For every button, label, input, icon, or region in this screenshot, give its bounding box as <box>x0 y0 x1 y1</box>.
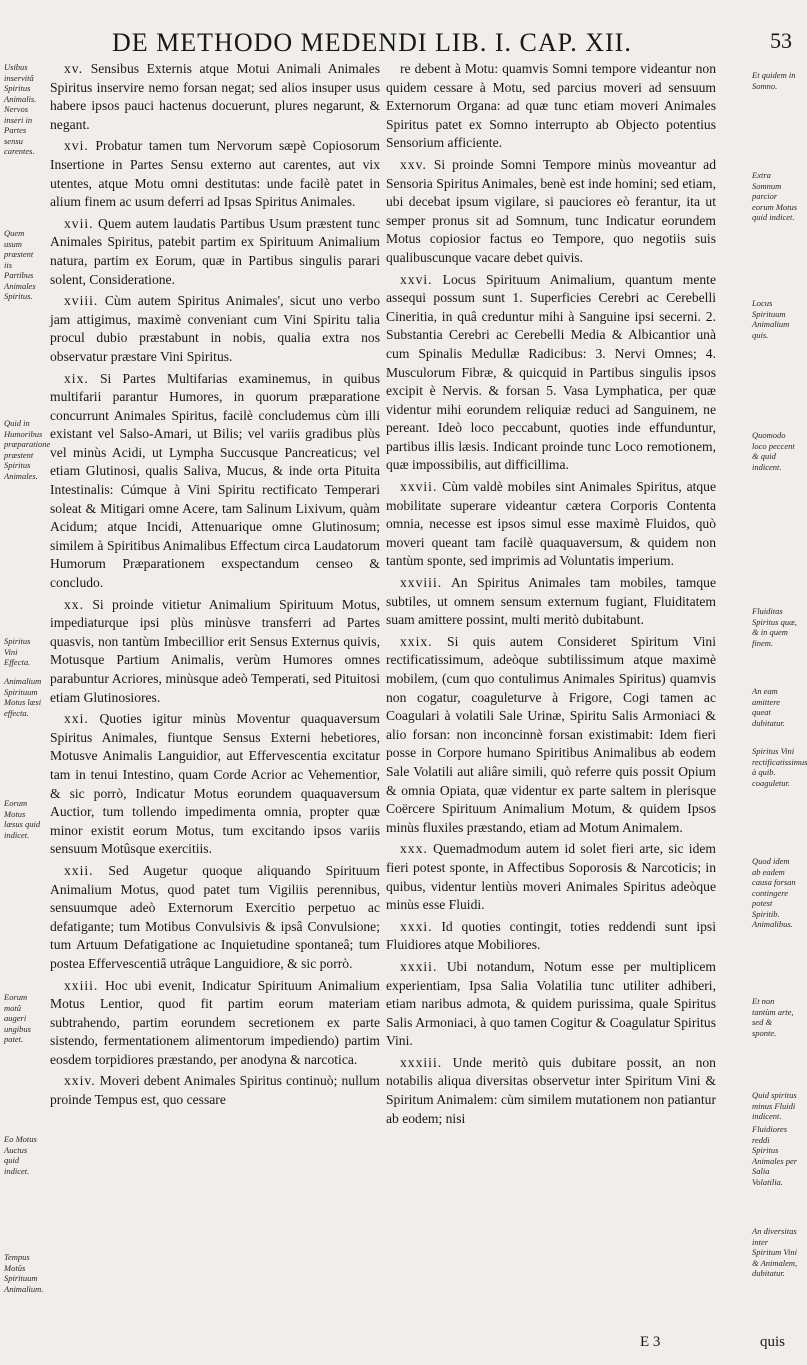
margin-note: Extra Somnum parcior eorum Motus quid indicet. <box>752 170 798 222</box>
paragraph <box>50 977 380 1070</box>
paragraph-text: Id quoties contingit, toties reddendi sunt ipsi Fluidiores atque Mobiliores. <box>386 918 716 953</box>
paragraph-number: xxxi. <box>400 918 433 934</box>
paragraph <box>386 478 716 571</box>
paragraph-number: xxvii. <box>400 479 438 495</box>
page-title: DE METHODO MEDENDI LIB. I. CAP. XII. <box>112 28 632 57</box>
paragraph <box>50 862 380 974</box>
paragraph-number: xix. <box>64 370 89 386</box>
paragraph-text: Moveri debent Animales Spiritus continuò; nullum proinde Tempus est, quo cessare <box>50 1073 380 1108</box>
paragraph <box>50 60 380 134</box>
paragraph <box>386 1054 716 1128</box>
paragraph <box>50 710 380 859</box>
paragraph-number: xxi. <box>64 711 89 727</box>
margin-note: Eo Motus Auctus quid indicet. <box>4 1134 37 1176</box>
margin-note: Spiritus Vini Effecta. <box>4 636 31 667</box>
paragraph-number: xxiv. <box>64 1073 96 1089</box>
paragraph-number: xxiii. <box>64 977 99 993</box>
margin-note: An eam amittere queat dubitatur. <box>752 686 785 728</box>
right-text-column <box>386 60 716 1350</box>
margin-note: Spiritus Vini rectificatissimus à quib. coaguletur. <box>752 746 807 788</box>
paragraph-number: xxx. <box>400 841 428 857</box>
page-number: 53 <box>770 28 792 53</box>
margin-note: Fluiditas Spiritus quæ, & in quem finem. <box>752 606 797 648</box>
paragraph <box>50 215 380 289</box>
margin-note: Tempus Motûs Spirituum Animalium. <box>4 1252 44 1294</box>
margin-note: Eorum motû augeri ungibus patet. <box>4 992 31 1044</box>
paragraph-text: Si proinde vitietur Animalium Spirituum Motus, impediaturque ipsi plùs minùsve transferri ad Partes quasvis, non tantùm Imbecillior erit Sensus Externus quivis, Motusque Partium Animalis, verùm Humores omnes parabuntur Acriores, minùsque adeò Temperati, sed Pituitosi etiam Glutinosiores. <box>50 596 380 705</box>
margin-note: Quid in Humoribus præparatione præstent Spiritus Animales. <box>4 418 51 481</box>
paragraph-number: xx. <box>64 596 84 612</box>
running-header <box>0 28 800 64</box>
paragraph-text: Sensibus Externis atque Motui Animali Animales Spiritus inservire nemo forsan negat; sed alios insuper usus habere ipsos pauci hactenus docuerunt, plures negarunt, & negant. <box>50 61 380 132</box>
margin-note: Quod idem ab eadem causa forsan contingere potest Spiritib. Animalibus. <box>752 856 796 929</box>
paragraph-number: xviii. <box>64 293 99 309</box>
paragraph-text: Sed Augetur quoque aliquando Spirituum Animalium Motus, quod patet tum Vigiliis perennibus, sensuumque adeò Externorum Exercitio perpetuo ac defatigante; tum Motibus Convulsivis & ipsâ Convulsione; tum Artuum Defatigatione ac Inquietudine spontaneâ; tum postea Effervescentiâ utrâque Languidiore, & sic porrò. <box>50 862 380 971</box>
paragraph-number: xv. <box>64 61 84 76</box>
paragraph-text: Si Partes Multifarias examinemus, in quibus multifarii parantur Humores, in quorum præparatione concurrunt Animales Spiritus, facilè concludemus cùm illi existant vel Salso-Amari, ut Bilis; vel variis gradibus plùs vel minùs Acidi, ut Lympha Succusque Pancreaticus; vel etiam Glutinosi, qualis Saliva, Mucus, & inde orta Pituita Intestinalis: Cúmque à Vini Spiritu rectificato Temperari soleat & Mitigari omne Acere, tam Salinum Lixivum, quàm Acidum; atque Incidi, Attenuarique omne Glutinosum; similem à Spiritibus Animalibus Effectum circa Laudatorum Humorum Præparationem exspectandum censeo & concludo. <box>50 370 380 591</box>
margin-note: Quomodo loco peccent & quid indicent. <box>752 430 795 472</box>
paragraph <box>386 633 716 838</box>
paragraph-number: xxix. <box>400 633 433 649</box>
paragraph-number: xvi. <box>64 138 89 154</box>
paragraph-text: Probatur tamen tum Nervorum sæpè Copiosorum Insertione in Partes Sensu externo aut carentes, aut vix utentes, atque Motu omni destitutas: unde facilè patet in alium finem ac usum deferri ad Ipsas Spiritus Animales. <box>50 138 380 210</box>
paragraph-text: Si proinde Somni Tempore minùs moveantur ad Sensoria Spiritus Animales, benè est inde homini; sed etiam, ubi decebat ipsum vigilare, si pauciores eò ferantur, ita ut semper pronus sit ad Somnum, tunc Indicatur eorundem Motus copiosior factus eo Tempore, quo negotiis suis qualibuscunque vacare debet quivis. <box>386 156 716 265</box>
margin-note: Animalium Spirituum Motus læsi effecta. <box>4 676 42 718</box>
margin-note: Usibus inservitâ Spiritus Animalis. Nervos inseri in Partes sensu carentes. <box>4 62 37 156</box>
margin-note: Locus Spirituum Animalium quis. <box>752 298 790 340</box>
paragraph-text: Quoties igitur minùs Moventur quaquaversum Spiritus Animales, fiuntque Sensus Externi hebetiores, Motusve Animalis Languidior, aut Effervescentia excitatur tam in tenui Intestino, quam Corde Acrior ac Vehementior, & sic porrò, Indicatur Motus eorundem quaquaversum Auctior, tum tollendo impedimenta omnia, propter quæ minor existit eorum Motus, tum excitando ipsos variis sensuum Motûsque exercitiis. <box>50 711 380 857</box>
paragraph <box>386 156 716 268</box>
paragraph-text: Hoc ubi evenit, Indicatur Spirituum Animalium Motus Lentior, quod fit partim eorum materiam subtrahendo, partim eorundem secretionem ex parte sistendo, fermentationem alimentorum impediendo) partim eosdem torpidiores præstando, per anodyna & narcotica. <box>50 977 380 1067</box>
paragraph <box>50 137 380 211</box>
paragraph <box>50 1072 380 1109</box>
paragraph <box>386 60 716 153</box>
signature-mark: E 3 <box>640 1334 661 1350</box>
paragraph-text: Cùm autem Spiritus Animales', sicut uno verbo jam attigimus, maximè conveniant cum Vini Spiritu talia procul dubio præstabunt in nobis, qualia extra nos observatur præstare Vini Spiritus. <box>50 293 380 364</box>
paragraph-number: xxvi. <box>400 271 433 287</box>
paragraph-text: Quem autem laudatis Partibus Usum præstent tunc Animales Spiritus, patebit partim ex Spirituum Animalium natura, partim ex Eorum, quæ in Partibus singulis parari solent, Consideratione. <box>50 215 380 287</box>
paragraph-text: Unde meritò quis dubitare possit, an non notabilis aliqua diversitas observetur inter Spiritum Vini & Spiritum Animalem: cùm similem mutationem non patiantur ab eodem; nisi <box>386 1054 716 1126</box>
paragraph-text: Quemadmodum autem id solet fieri arte, sic idem fieri potest sponte, in Affectibus Soporosis & Narcoticis; in quibus, videntur lentiùs moveri Animales Spiritus adeòque minùs esse Fluidi. <box>386 841 716 913</box>
left-text-column <box>50 60 380 1350</box>
margin-note: Et quidem in Somno. <box>752 70 796 91</box>
paragraph-number: xxxii. <box>400 958 438 974</box>
paragraph-text: Si quis autem Consideret Spiritum Vini rectificatissimum, adeòque subtilissimum atque maximè mobilem, (cum quo contulimus Animales Spiritus) quamvis non cogatur, coaguleturve à Frigore, Cogi tamen ac Coagulari à volatili Sale Urinæ, Spiritu Salis Armoniaci & alio forsan: non inconcinnè forsan existimabit: Idem fieri posse in Corpore humano Spiritibus Animalibus ab eodem Sale Volatili aut aliâre simili, quò referre quis possit Opium & omnia Opiata, quæ videntur ex parte saltem in plerisque Coërcere Spirituum Animalium Motum, & quidem Ipsos minùs fluxiles præstando, etiam ad Motum Animalem. <box>386 633 716 835</box>
paragraph-text: Ubi notandum, Notum esse per multiplicem experientiam, Ipsa Salia Volatilia tunc utiliter adhiberi, etiam naribus admota, & quidem purissima, quale Spiritus Salis Armoniaci, à quo tamen Cogitur & Coagulatur Spiritus Vini. <box>386 958 717 1049</box>
paragraph <box>386 918 716 955</box>
paragraph <box>50 292 380 366</box>
margin-note: An diversitas inter Spiritum Vini & Animalem, dubitatur. <box>752 1226 798 1278</box>
paragraph-number: xxxiii. <box>400 1054 443 1070</box>
paragraph-number: xxviii. <box>400 575 443 591</box>
paragraph <box>50 596 380 708</box>
paragraph-text: An Spiritus Animales tam mobiles, tamque subtiles, ut omnem sensum externum fugiant, Fluiditatem suam amittere possint, multi meritò dubitabunt. <box>386 575 716 628</box>
margin-note: Et non tantùm arte, sed & sponte. <box>752 996 794 1038</box>
paragraph-text: re debent à Motu: quamvis Somni tempore videantur non quidem cessare à Motu, sed parcius moveri ad sensuum Externorum Organa: ad quæ tunc etiam moveri Animales Spiritus patet ex Somno interrupto ab Objecto potentius Sensorium afficiente. <box>386 61 716 151</box>
paragraph <box>386 840 716 914</box>
paragraph-number: xxii. <box>64 862 94 878</box>
paragraph <box>386 958 716 1051</box>
paragraph-text: Cùm valdè mobiles sint Animales Spiritus, atque mobilitate superare videantur cætera Corporis Contenta omnia, necesse est ipsos simul esse maximè Fluidos, quò moveri queant tam facilè quaquaversum, & quidem non tantùm sponte, sed imprimis ad Voluntatis imperium. <box>386 479 717 569</box>
margin-note: Fluidiores reddi Spiritus Animales per Salia Volatilia. <box>752 1124 798 1187</box>
margin-note: Eorum Motus læsus quid indicet. <box>4 798 41 840</box>
paragraph <box>50 370 380 593</box>
margin-note: Quid spiritus minus Fluidi indicent. <box>752 1090 797 1121</box>
margin-note: Quem usum præstent iis Partibus Animales Spiritus. <box>4 228 36 301</box>
paragraph-number: xxv. <box>400 156 427 172</box>
catchword: quis <box>760 1334 786 1350</box>
paragraph <box>386 574 716 630</box>
paragraph-text: Locus Spirituum Animalium, quantum mente assequi possum sunt 1. Superficies Cerebri ac Cerebelli Cineritia, in quâ creduntur mihi à Sanguine ipsi secerni. 2. Substantia Cerebri ac Cerebelli Media & Albicantior unà cum Spinalis Medullæ Radicibus: 3. Nervi Omnes; 4. Musculorum Fibræ, & quicquid in Partibus singulis ipsos excipit è Nervis. & forsan 5. Vasa Lymphatica, per quæ videntur mihi eorundem reliquiæ reduci ad Sanguinem, ne pereant. Ideò loco peccabunt, quoties inde effunduntur, partibus illis læsis. Indicant proinde tunc Loco remotionem, quæ impossibilis, aut difficillima. <box>386 271 716 473</box>
paragraph <box>386 271 716 476</box>
paragraph-number: xvii. <box>64 215 94 231</box>
